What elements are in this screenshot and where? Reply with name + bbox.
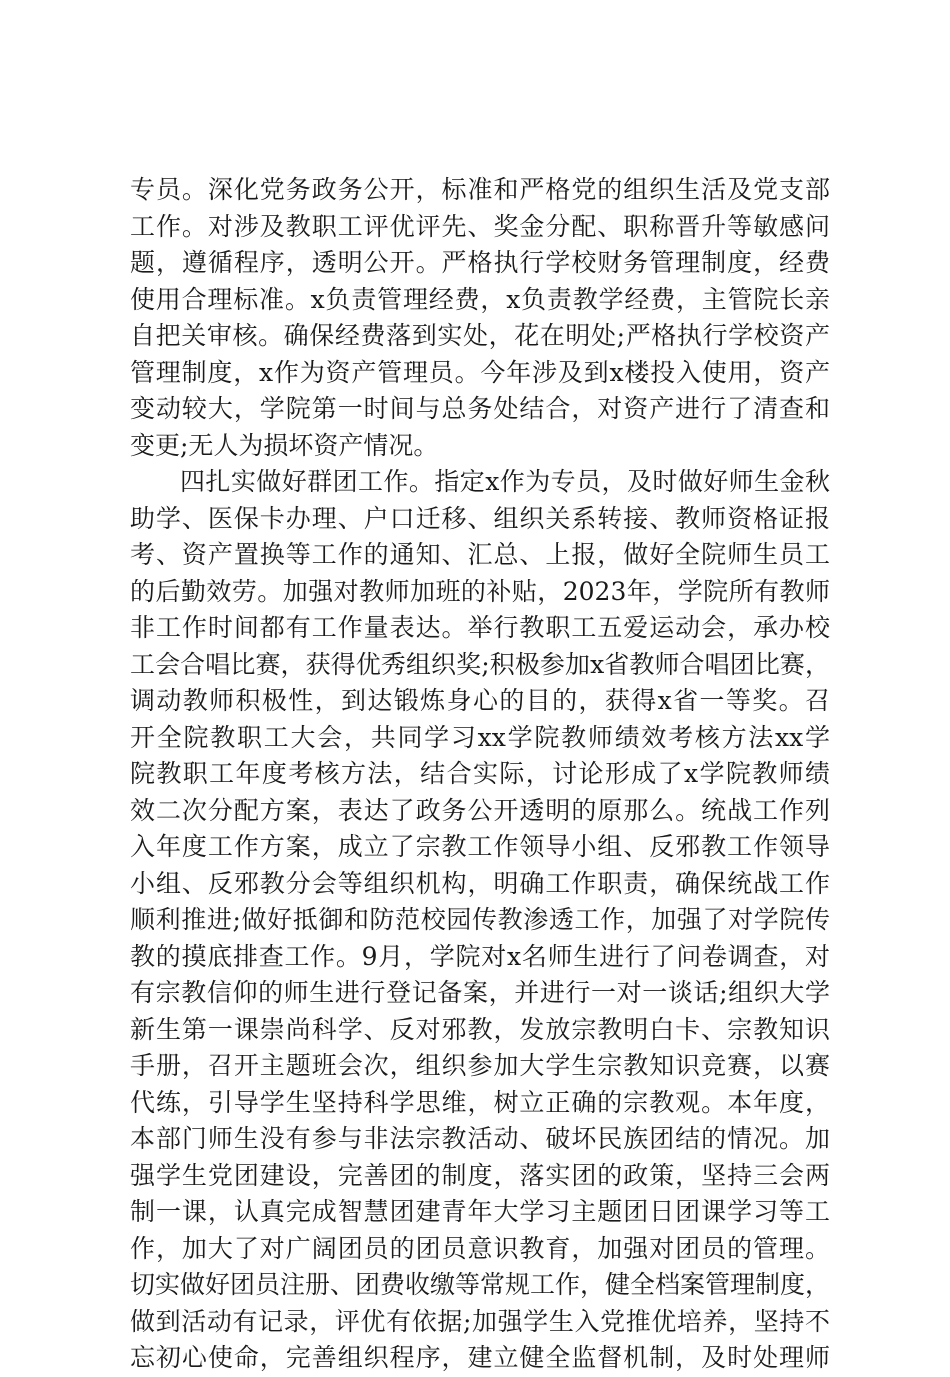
text-line: 小组、反邪教分会等组织机构，明确工作职责，确保统战工作 [130, 868, 830, 898]
paragraph-2 [130, 464, 830, 1377]
paragraph-1 [130, 172, 830, 464]
text-line: 做到活动有记录，评优有依据;加强学生入党推优培养，坚持不 [130, 1306, 830, 1336]
text-line: 工作。对涉及教职工评优评先、奖金分配、职称晋升等敏感问 [130, 211, 830, 241]
body-text [130, 172, 830, 1377]
text-line: 调动教师积极性，到达锻炼身心的目的，获得x省一等奖。召 [130, 686, 830, 715]
text-line: 变更;无人为损坏资产情况。 [130, 430, 439, 460]
text-line: 院教职工年度考核方法，结合实际，讨论形成了x学院教师绩 [130, 759, 830, 788]
text-line: 变动较大，学院第一时间与总务处结合，对资产进行了清查和 [130, 394, 830, 423]
text-line: 教的摸底排查工作。9月，学院对x名师生进行了问卷调查，对 [130, 941, 830, 971]
text-line: 顺利推进;做好抵御和防范校园传教渗透工作，加强了对学院传 [130, 905, 830, 934]
text-line: 工会合唱比赛，获得优秀组织奖;积极参加x省教师合唱团比赛， [130, 649, 830, 679]
text-line: 题，遵循程序，透明公开。严格执行学校财务管理制度，经费 [130, 248, 830, 277]
text-line: 效二次分配方案，表达了政务公开透明的原那么。统战工作列 [130, 795, 830, 825]
text-line: 制一课，认真完成智慧团建青年大学习主题团日团课学习等工 [130, 1197, 830, 1226]
text-line: 使用合理标准。x负责管理经费，x负责教学经费，主管院长亲 [130, 284, 830, 314]
text-line: 非工作时间都有工作量表达。举行教职工五爱运动会，承办校 [130, 613, 830, 642]
text-line: 手册，召开主题班会次，组织参加大学生宗教知识竞赛，以赛 [130, 1051, 830, 1080]
text-line: 考、资产置换等工作的通知、汇总、上报，做好全院师生员工 [130, 540, 830, 569]
text-line: 代练，引导学生坚持科学思维，树立正确的宗教观。本年度， [130, 1087, 830, 1117]
text-line: 的后勤效劳。加强对教师加班的补贴，2023年，学院所有教师 [130, 576, 830, 606]
text-line: 管理制度，x作为资产管理员。今年涉及到x楼投入使用，资产 [130, 357, 830, 387]
text-line: 专员。深化党务政务公开，标准和严格党的组织生活及党支部 [130, 175, 830, 204]
text-line: 作，加大了对广阔团员的团员意识教育，加强对团员的管理。 [130, 1233, 830, 1263]
text-line: 开全院教职工大会，共同学习xx学院教师绩效考核方法xx学 [130, 722, 830, 752]
text-line: 有宗教信仰的师生进行登记备案，并进行一对一谈话;组织大学 [130, 978, 830, 1007]
text-line: 助学、医保卡办理、户口迁移、组织关系转接、教师资格证报 [130, 503, 830, 533]
text-line: 强学生党团建设，完善团的制度，落实团的政策，坚持三会两 [130, 1160, 830, 1190]
text-line: 四扎实做好群团工作。指定x作为专员，及时做好师生金秋 [180, 467, 830, 496]
text-line: 新生第一课崇尚科学、反对邪教，发放宗教明白卡、宗教知识 [130, 1014, 830, 1044]
text-line: 忘初心使命，完善组织程序，建立健全监督机制，及时处理师 [130, 1343, 830, 1372]
text-line: 切实做好团员注册、团费收缴等常规工作，健全档案管理制度， [130, 1270, 831, 1299]
text-line: 自把关审核。确保经费落到实处，花在明处;严格执行学校资产 [130, 321, 830, 350]
text-line: 本部门师生没有参与非法宗教活动、破坏民族团结的情况。加 [130, 1124, 830, 1153]
text-line: 入年度工作方案，成立了宗教工作领导小组、反邪教工作领导 [130, 832, 830, 861]
